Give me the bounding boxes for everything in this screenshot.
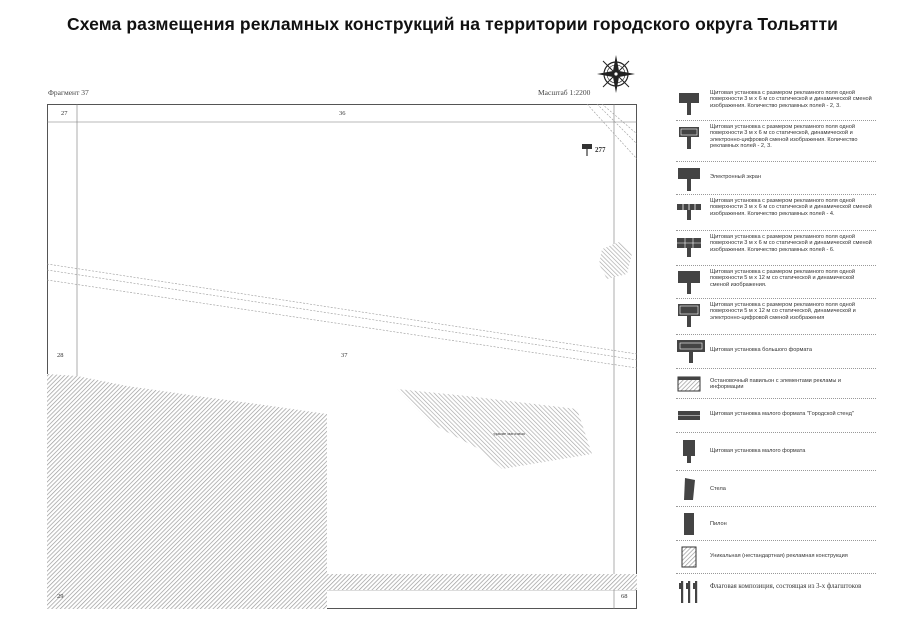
sheet-label-28: 28 [57, 352, 64, 359]
pavilion-icon [676, 374, 702, 396]
small-format-billboard-icon [676, 438, 702, 464]
legend [676, 86, 876, 606]
scale-label: Масштаб 1:2200 [538, 88, 591, 97]
billboard-4-fields-icon [676, 198, 702, 224]
legend-text: Щитовая установка с размером рекламного поля одной поверхности 5 м х 12 м со статической и динамической сменой изображения. [710, 269, 855, 288]
city-format-icon [676, 406, 702, 428]
sheet-label-68: 68 [621, 593, 628, 600]
legend-text: Уникальная (нестандартная) рекламная конструкция [710, 553, 848, 559]
stele-icon [676, 476, 702, 502]
flag-composition-icon [676, 579, 702, 605]
sheet-label-36: 36 [339, 110, 346, 117]
building-label: здание магазина [493, 431, 525, 436]
legend-text: Щитовая установка малого формата "Городской стенд" [710, 411, 854, 417]
legend-text: Щитовая установка с размером рекламного поля одной поверхности 3 м х 6 м со статической и динамической сменой изображения. Количество рекламных полей - 6. [710, 234, 872, 253]
billboard-5x12-electronic-icon [676, 302, 702, 328]
legend-text: Щитовая установка большого формата [710, 347, 812, 353]
billboard-3x6-static-dynamic-icon [676, 90, 702, 116]
billboard-5x12-static-icon [676, 269, 702, 295]
sheet-label-29: 29 [57, 593, 64, 600]
legend-text: Щитовая установка с размером рекламного поля одной поверхности 3 м х 6 м со статической и динамической сменой изображения. Количество рекламных полей - 4. [710, 198, 872, 217]
legend-text: Щитовая установка с размером рекламного поля одной поверхности 3 м х 6 м со статической, динамической и электронно-цифровой сменой изображения. Количество рекламных полей - 2, 3. [710, 124, 858, 149]
legend-text: Щитовая установка с размером рекламного поля одной поверхности 5 м х 12 м со статической, динамической и электронно-цифровой сменой изображения [710, 302, 856, 321]
legend-text: Электронный экран [710, 174, 761, 180]
large-format-billboard-icon [676, 338, 706, 364]
legend-text: Стела [710, 486, 726, 492]
fragment-label: Фрагмент 37 [48, 88, 89, 97]
map-fragment[interactable] [47, 104, 637, 609]
sheet-label-37: 37 [341, 352, 348, 359]
construction-number[interactable]: 277 [595, 146, 606, 154]
pylon-icon [676, 511, 702, 537]
legend-text: Пилон [710, 521, 727, 527]
billboard-6-fields-icon [676, 234, 702, 260]
legend-text: Щитовая установка с размером рекламного поля одной поверхности 3 м х 6 м со статической и динамической сменой изображения. Количество рекламных полей - 2, 3. [710, 90, 872, 109]
hatched-area-southwest [47, 374, 327, 609]
unique-construction-icon [676, 545, 702, 571]
electronic-screen-icon [676, 166, 702, 192]
legend-text: Флаговая композиция, состоящая из 3-х флагштоков [710, 583, 862, 590]
compass-rose-icon [596, 54, 636, 94]
hatched-area-south-strip [47, 574, 637, 590]
sheet-label-27: 27 [61, 110, 68, 117]
map-title: Схема размещения рекламных конструкций на территории городского округа Тольятти [67, 14, 838, 34]
billboard-3x6-electronic-icon [676, 124, 702, 150]
legend-text: Щитовая установка малого формата [710, 448, 806, 454]
legend-text: Остановочный павильон с элементами рекламы и информации [710, 378, 842, 391]
